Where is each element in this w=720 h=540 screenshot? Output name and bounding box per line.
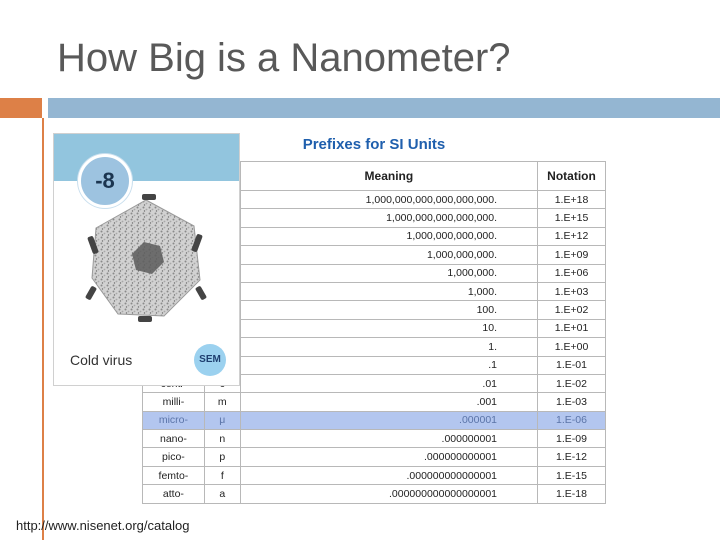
meaning-cell: .000000000000000001	[240, 485, 537, 503]
meaning-cell: .000000001	[240, 430, 537, 448]
notation-cell: 1.E+18	[538, 191, 606, 209]
notation-cell: 1.E-12	[538, 448, 606, 466]
accent-bar-blue	[48, 98, 720, 118]
symbol-cell: p	[204, 448, 240, 466]
prefix-cell: milli-	[143, 393, 205, 411]
meaning-cell: .001	[240, 393, 537, 411]
notation-cell: 1.E+12	[538, 227, 606, 245]
notation-cell: 1.E-01	[538, 356, 606, 374]
prefix-cell: nano-	[143, 430, 205, 448]
meaning-cell: 1,000,000,000.	[240, 246, 537, 264]
meaning-cell: 100.	[240, 301, 537, 319]
notation-cell: 1.E-09	[538, 430, 606, 448]
header-meaning: Meaning	[240, 162, 537, 191]
source-url[interactable]: http://www.nisenet.org/catalog	[16, 518, 190, 533]
notation-cell: 1.E+06	[538, 264, 606, 282]
meaning-cell: 1,000,000,000,000,000,000.	[240, 191, 537, 209]
table-row	[143, 448, 606, 466]
header-notation: Notation	[538, 162, 606, 191]
prefix-cell: micro-	[143, 411, 205, 429]
notation-cell: 1.E-15	[538, 466, 606, 484]
meaning-cell: .01	[240, 374, 537, 392]
meaning-cell: 1.	[240, 338, 537, 356]
card-label: Cold virus	[70, 352, 133, 368]
notation-cell: 1.E+00	[538, 338, 606, 356]
virus-particle-image	[82, 194, 210, 322]
meaning-cell: 1,000.	[240, 282, 537, 300]
meaning-cell: 1,000,000.	[240, 264, 537, 282]
meaning-cell: .000000000001	[240, 448, 537, 466]
symbol-cell: μ	[204, 411, 240, 429]
symbol-cell: a	[204, 485, 240, 503]
prefix-cell: femto-	[143, 466, 205, 484]
meaning-cell: 10.	[240, 319, 537, 337]
notation-cell: 1.E-18	[538, 485, 606, 503]
scale-badge: -8	[78, 154, 132, 208]
table-row	[143, 411, 606, 429]
symbol-cell: n	[204, 430, 240, 448]
table-row	[143, 393, 606, 411]
slide-title: How Big is a Nanometer?	[57, 36, 511, 80]
notation-cell: 1.E-06	[538, 411, 606, 429]
table-row	[143, 430, 606, 448]
meaning-cell: 1,000,000,000,000,000.	[240, 209, 537, 227]
notation-cell: 1.E-02	[538, 374, 606, 392]
notation-cell: 1.E+03	[538, 282, 606, 300]
notation-cell: 1.E+09	[538, 246, 606, 264]
table-row	[143, 466, 606, 484]
meaning-cell: .1	[240, 356, 537, 374]
symbol-cell: f	[204, 466, 240, 484]
meaning-cell: .000001	[240, 411, 537, 429]
table-title: Prefixes for SI Units	[302, 136, 446, 153]
meaning-cell: .000000000000001	[240, 466, 537, 484]
notation-cell: 1.E+15	[538, 209, 606, 227]
notation-cell: 1.E-03	[538, 393, 606, 411]
accent-bar-orange	[0, 98, 42, 118]
cold-virus-card	[53, 133, 240, 386]
notation-cell: 1.E+02	[538, 301, 606, 319]
table-row	[143, 485, 606, 503]
symbol-cell: m	[204, 393, 240, 411]
prefix-cell: pico-	[143, 448, 205, 466]
meaning-cell: 1,000,000,000,000.	[240, 227, 537, 245]
notation-cell: 1.E+01	[538, 319, 606, 337]
accent-vertical-line	[42, 118, 44, 540]
sem-badge: SEM	[194, 344, 226, 376]
prefix-cell: atto-	[143, 485, 205, 503]
